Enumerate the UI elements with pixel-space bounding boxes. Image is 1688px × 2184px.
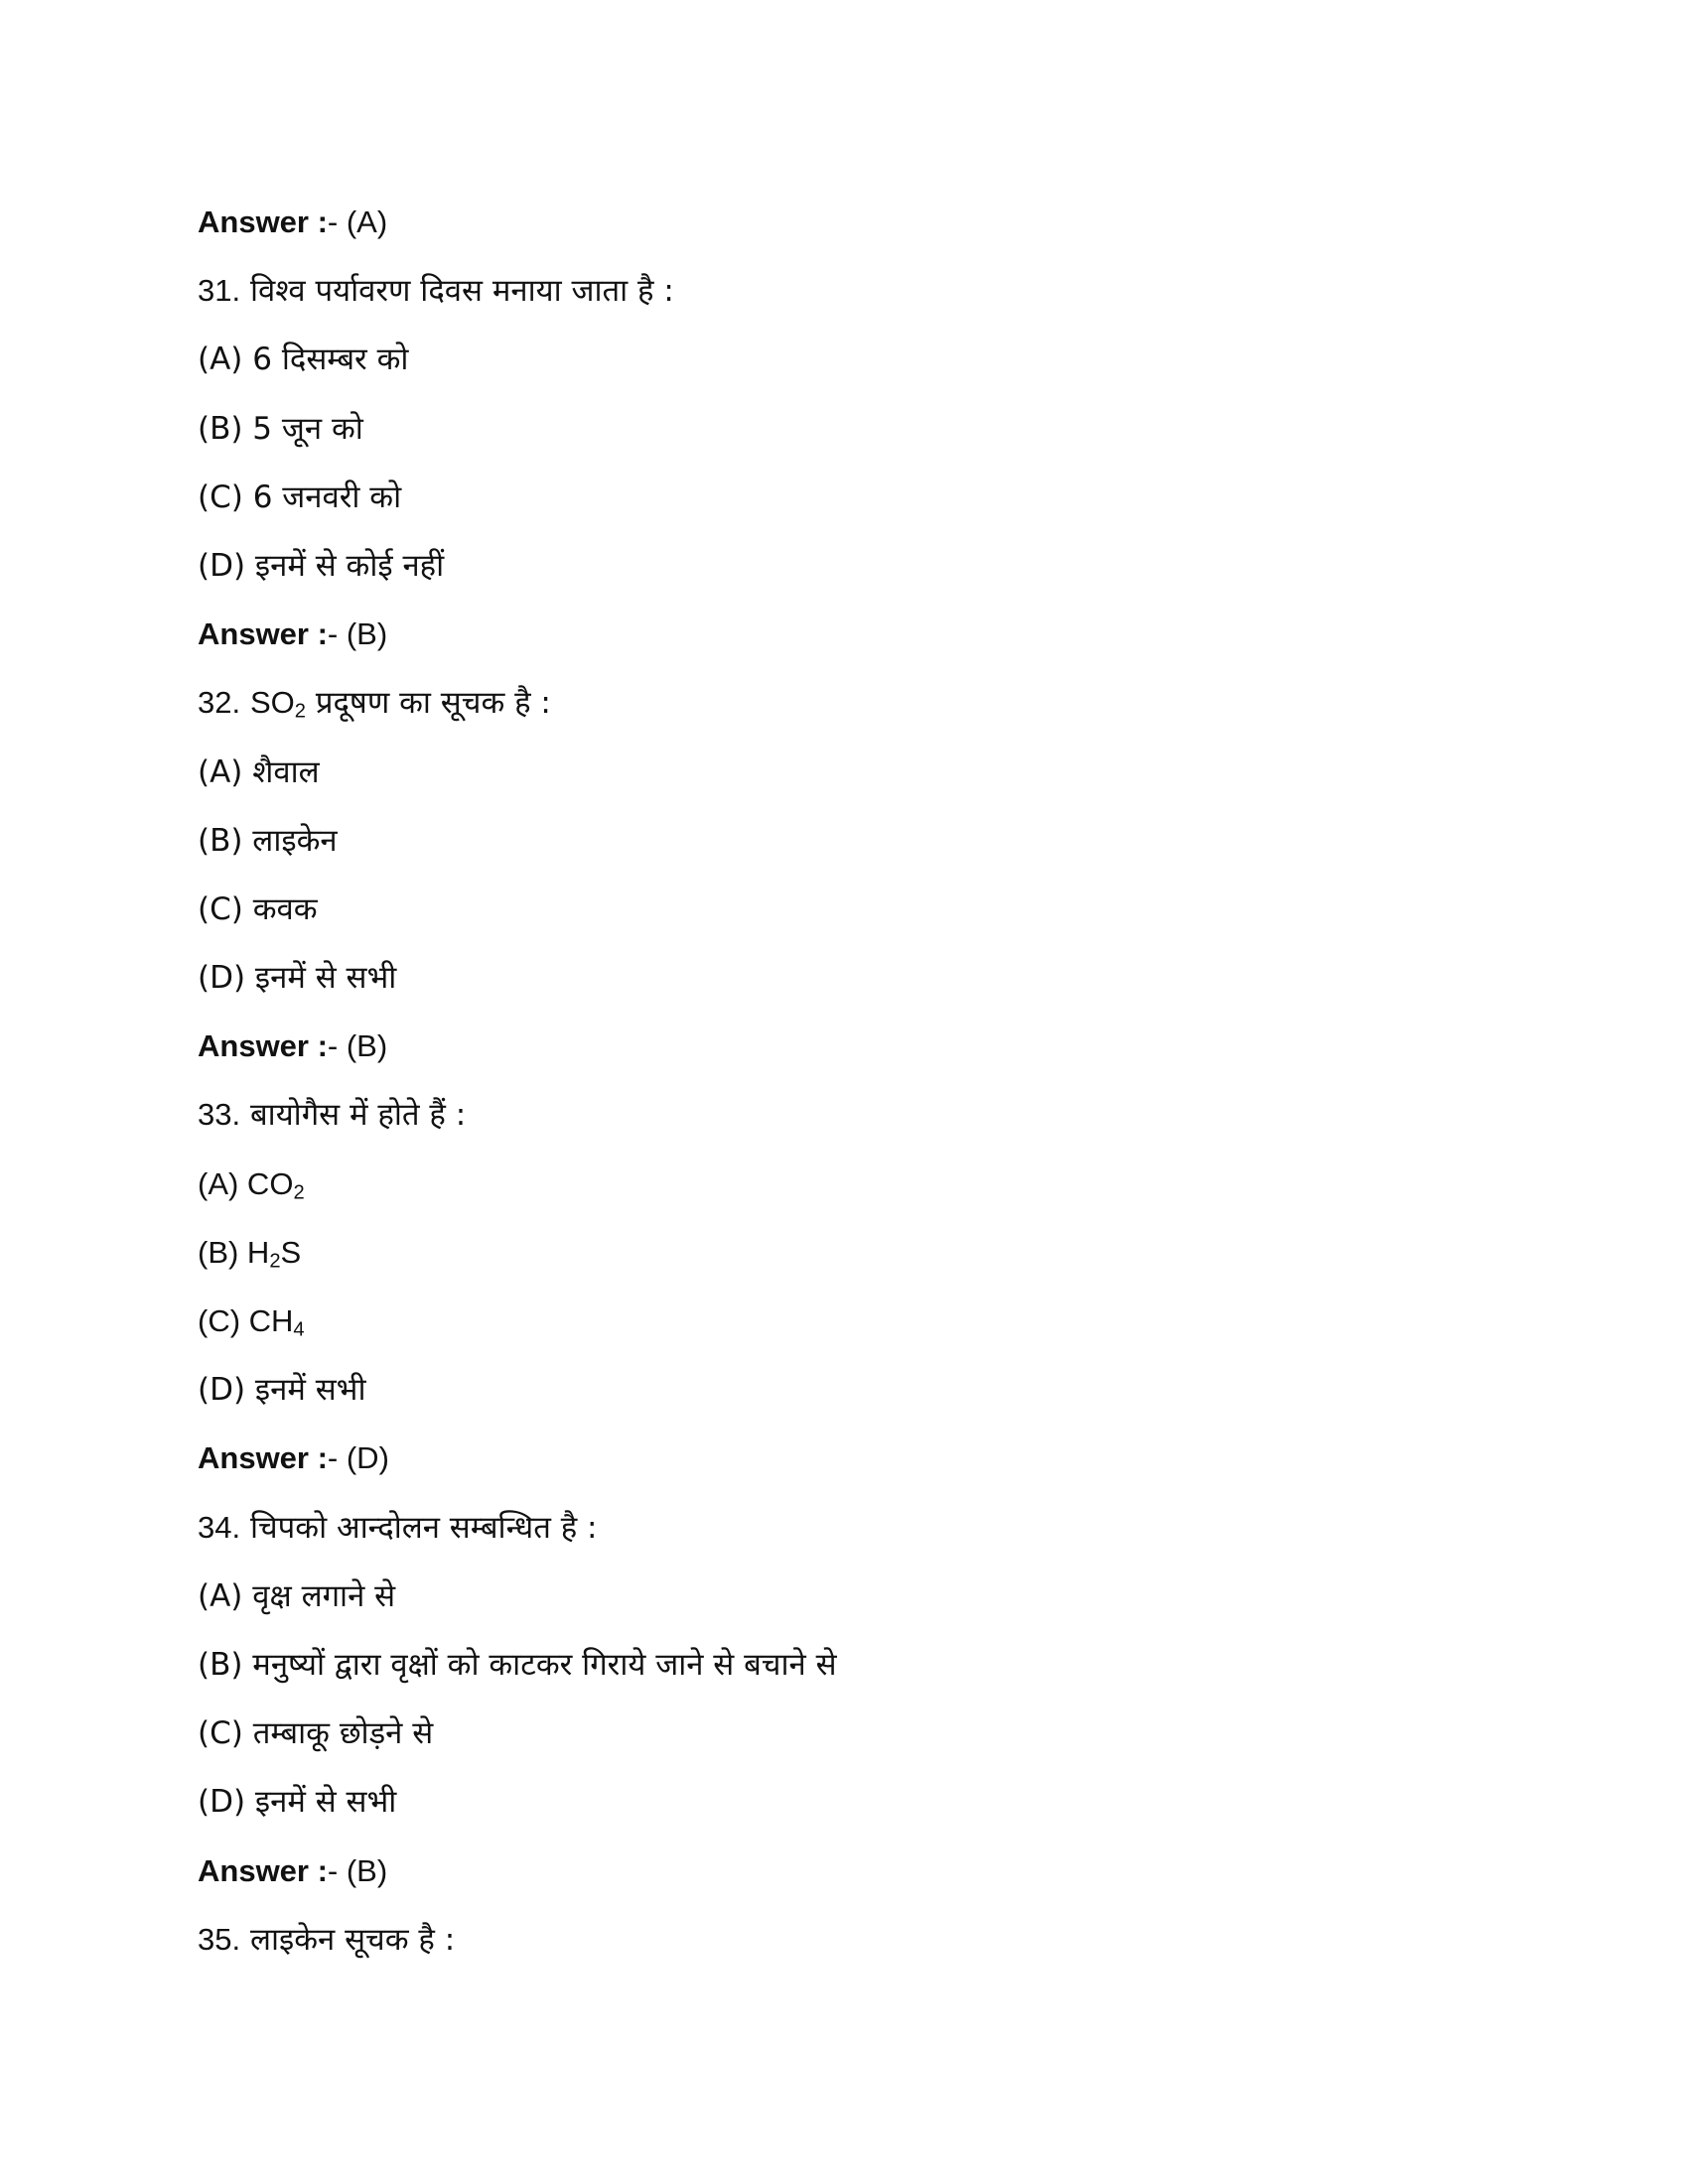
- question-text: प्रदूषण का सूचक है :: [315, 685, 551, 722]
- formula-subscript: 2: [294, 700, 306, 723]
- question-number: 32.: [198, 685, 241, 721]
- answer-value: - (B): [327, 1852, 388, 1888]
- answer-value: - (D): [327, 1440, 389, 1476]
- answer-line: [198, 195, 1488, 263]
- question-list: [198, 195, 1488, 1980]
- answer-line: [198, 607, 1488, 675]
- question-number: 35.: [198, 1921, 241, 1957]
- option-b: [198, 1225, 1488, 1294]
- question-32: [198, 675, 1488, 744]
- answer-value: - (B): [327, 616, 388, 652]
- option-d: (D) इनमें सभी: [198, 1372, 366, 1409]
- answer-label: Answer :: [198, 1852, 328, 1888]
- question-text: बायोगैस में होते हैं :: [249, 1097, 467, 1134]
- answer-label: Answer :: [198, 205, 328, 239]
- option-a: (A) 6 दिसम्बर को: [198, 341, 409, 378]
- option-text-suffix: S: [280, 1234, 302, 1270]
- question-35: [198, 1912, 1488, 1980]
- answer-line: [198, 1431, 1488, 1499]
- question-text: लाइकेन सूचक है :: [249, 1921, 456, 1958]
- formula-subscript: 4: [293, 1318, 305, 1341]
- formula-subscript: 2: [293, 1181, 305, 1204]
- question-text: विश्व पर्यावरण दिवस मनाया जाता है :: [249, 273, 674, 310]
- option-a: (A) शैवाल: [198, 753, 320, 790]
- answer-label: Answer :: [198, 1028, 328, 1064]
- option-c: (C) कवक: [198, 890, 318, 927]
- option-b: (B) मनुष्यों द्वारा वृक्षों को काटकर गिराये जाने से बचाने से: [198, 1646, 837, 1683]
- question-31: [198, 263, 1488, 332]
- option-text: (A) CO: [198, 1165, 294, 1201]
- option-d: (D) इनमें से सभी: [198, 960, 397, 997]
- option-a: [198, 1157, 1488, 1225]
- option-d: (D) इनमें से कोई नहीं: [198, 547, 445, 584]
- answer-line: [198, 1019, 1488, 1087]
- question-number: 34.: [198, 1509, 241, 1545]
- answer-label: Answer :: [198, 1440, 328, 1476]
- question-34: [198, 1500, 1488, 1569]
- answer-label: Answer :: [198, 616, 328, 652]
- answer-value: - (B): [327, 1028, 388, 1064]
- option-a: (A) वृक्ष लगाने से: [198, 1577, 396, 1614]
- formula-subscript: 2: [269, 1250, 281, 1273]
- answer-line: [198, 1843, 1488, 1912]
- formula-main: SO: [249, 685, 295, 721]
- option-c: [198, 1294, 1488, 1362]
- option-c: (C) 6 जनवरी को: [198, 478, 402, 515]
- formula-so2: [249, 685, 306, 723]
- option-text: (B) H: [198, 1234, 270, 1270]
- option-c: (C) तम्बाकू छोड़ने से: [198, 1715, 434, 1752]
- option-text: (C) CH: [198, 1303, 294, 1338]
- question-33: [198, 1087, 1488, 1156]
- option-b: (B) लाइकेन: [198, 822, 338, 859]
- option-b: (B) 5 जून को: [198, 410, 363, 447]
- question-number: 31.: [198, 273, 241, 309]
- question-number: 33.: [198, 1097, 241, 1133]
- question-text: चिपको आन्दोलन सम्बन्धित है :: [249, 1509, 598, 1546]
- answer-value: - (A): [327, 205, 388, 239]
- option-d: (D) इनमें से सभी: [198, 1784, 397, 1821]
